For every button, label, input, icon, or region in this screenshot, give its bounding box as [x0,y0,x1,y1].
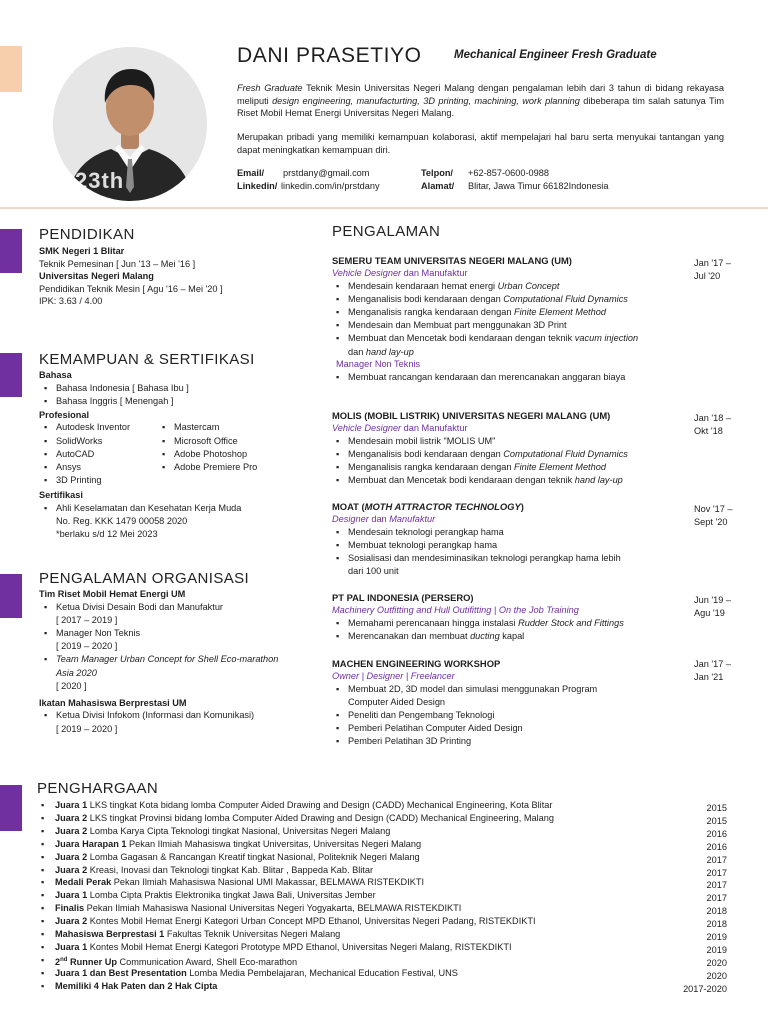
item-text: Membuat dan Mencetak bodi kendaraan dengan teknik [348,333,575,344]
bullet-icon: ▪ [41,916,45,927]
contact-linkedin [237,180,277,193]
org-period: [ 2019 – 2020 ] [56,641,118,652]
award-text [55,864,373,877]
item-text: ducting [470,630,500,641]
bullet-icon: ▪ [41,877,45,888]
experience-moat [332,500,687,578]
experience-company: MACHEN ENGINEERING WORKSHOP [332,658,501,669]
award-text [55,941,512,954]
list-item [334,319,687,332]
role-part: Designer [332,514,369,524]
experience-pal [332,591,687,643]
experience-role [332,267,687,280]
award-desc: Pekan Ilmiah Mahasiswa tingkat Universitas, Universitas Negeri Malang [126,838,422,849]
award-desc: Lomba Media Pembelajaran, Mechanical Education Festival, UNS [186,967,458,978]
award-year: 2017 [706,893,727,904]
experience-items [334,280,687,346]
award-rank: Juara 1 [55,941,88,952]
org-period: [ 2020 ] [56,680,87,691]
experience-date-end: Agu '19 [694,608,725,618]
role-part: Vehicle Designer [332,268,402,278]
award-year: 2017 [706,867,727,878]
address-value: Blitar, Jawa Timur 66182Indonesia [468,181,609,191]
org-group-2-list [42,709,279,735]
experience-company: SEMERU TEAM UNIVERSITAS NEGERI MALANG (UM) [332,255,572,266]
item-text: Membuat dan Mencetak bodi kendaraan dengan teknik [348,475,575,486]
award-year: 2020 [706,957,727,968]
bullet-icon: ▪ [41,929,45,939]
contact-phone [421,167,453,180]
experience-role [332,422,687,435]
sertifikasi-label: Sertifikasi [39,490,83,501]
list-item: ▪ Pemberi Pelatihan Computer Aided Design [334,722,634,735]
awards-title: PENGHARGAAN [37,780,159,797]
bullet-icon: ▪ [41,838,45,849]
award-desc: LKS tingkat Provinsi bidang lomba Computer Aided Drawing and Design (CADD) Mechanical Engineering, Malang [87,812,554,823]
award-year: 2016 [706,828,727,839]
accent-bar-skills [0,353,22,397]
award-text [55,928,340,941]
title-part: MOAT ( [332,501,365,512]
role-part: dan Manufaktur [401,268,468,278]
list-item: ▪ AutoCAD [42,448,130,461]
profesional-grid [39,421,309,489]
award-rank: Juara Harapan 1 [55,838,127,849]
org-role: Ketua Divisi Infokom (Informasi dan Komunikasi) [56,710,255,721]
award-text [55,967,458,980]
org-role: Ketua Divisi Desain Bodi dan Manufaktur [56,601,223,612]
experience-company: MOLIS (MOBIL LISTRIK) UNIVERSITAS NEGERI MALANG (UM) [332,410,611,421]
award-desc: Lomba Gagasan & Rancangan Kreatif tingkat Nasional, Politeknik Negeri Malang [87,851,420,862]
list-item [42,627,279,653]
bullet-icon: ▪ [41,954,45,965]
award-year: 2017-2020 [683,983,727,994]
award-desc: LKS tingkat Kota bidang lomba Computer Aided Drawing and Design (CADD) Mechanical Engineering, Kota Blitar [87,800,553,810]
accent-bar-org [0,574,22,618]
award-desc: Pekan Ilmiah Mahasiswa Nasional UMI Makassar, BELMAWA RISTEKDIKTI [111,877,424,888]
list-item [334,630,687,643]
experience-items [334,683,634,749]
award-text [55,889,376,902]
cert-validity: *berlaku s/d 12 Mei 2023 [56,529,158,540]
award-rank: Juara 2 [55,812,88,823]
list-item [42,601,279,627]
award-text [55,825,390,838]
award-rank: 2nd Runner Up [55,956,117,967]
email-label: Email/ [237,168,265,178]
item-text: Memahami perencanaan hingga instalasi [348,617,519,628]
award-year: 2019 [706,944,727,955]
list-item: ▪ Microsoft Office [160,435,257,448]
experience-title: PENGALAMAN [332,223,441,240]
item-text: Computational Fluid Dynamics [503,448,628,459]
list-item: ▪ Pemberi Pelatihan 3D Printing [334,735,634,748]
award-desc: Pekan Ilmiah Mahasiswa Nasional Universitas Negeri Yogyakarta, BELMAWA RISTEKDIKTI [84,903,462,914]
address-label: Alamat/ [421,181,455,191]
award-rank: Juara 2 [55,851,88,862]
experience-items [334,526,634,579]
org-title: PENGALAMAN ORGANISASI [39,570,250,587]
award-rank: Finalis [55,903,85,914]
org-group-1: Tim Riset Mobil Hemat Energi UM [39,589,186,599]
list-item: ▪ Ansys [42,461,130,474]
award-desc: Fakultas Teknik Universitas Negeri Malang [164,929,341,939]
list-item [334,474,687,487]
award-desc: Lomba Karya Cipta Teknologi tingkat Nasional, Universitas Negeri Malang [87,825,391,836]
experience-role: Owner | Designer | Freelancer [332,671,455,681]
cert-name: Ahli Keselamatan dan Kesehatan Kerja Muda [56,502,242,513]
experience-role: Machinery Outfitting and Hull Outifitting | On the Job Training [332,605,579,615]
accent-peach-bar [0,46,22,92]
award-year: 2015 [706,803,727,813]
item-text: Mendesain mobil listrik "MOLIS UM" [348,435,496,446]
sertifikasi-list [42,502,309,542]
skills-title: KEMAMPUAN & SERTIFIKASI [39,351,255,368]
bullet-icon: ▪ [41,851,45,862]
bullet-icon: ▪ [41,864,45,875]
award-desc: Communication Award, Shell Eco-marathon [116,956,298,967]
education-line: SMK Negeri 1 Blitar [39,246,125,256]
item-text: Menganalisis rangka kendaraan dengan [348,306,515,317]
item-text: kapal [499,630,525,641]
item-text: dan [348,346,366,357]
bullet-icon: ▪ [41,903,45,914]
list-item: ▪ 3D Printing [42,474,130,487]
award-rank: Mahasiswa Berprestasi 1 [55,929,165,939]
summary-1-part: design engineering, manufacturting, 3D printing, machining, work planning [272,95,580,106]
award-year: 2017 [706,880,727,891]
linkedin-value[interactable]: linkedin.com/in/prstdany [281,181,380,191]
linkedin-label: Linkedin/ [237,181,278,191]
email-value[interactable]: prstdany@gmail.com [283,168,370,178]
accent-bar-awards [0,785,22,831]
item-text: hand lay-up [365,346,414,357]
list-item [42,653,279,693]
experience-molis [332,409,687,487]
list-item [334,293,687,306]
item-text: Computational Fluid Dynamics [503,293,628,304]
list-item: ▪ Membuat rancangan kendaraan dan merencanakan anggaran biaya [334,371,687,384]
list-item: ▪ Peneliti dan Pengembang Teknologi [334,709,634,722]
item-text: vacum injection [574,333,639,344]
award-desc: Kontes Mobil Hemat Energi Kategori Prototype MPD Ethanol, Universitas Negeri Malang, RISTEKDIKTI [87,941,512,952]
role-part: Vehicle Designer [332,423,402,433]
experience-date-end: Jan '21 [694,672,724,682]
org-section [39,588,279,736]
list-item [42,709,279,735]
list-item: ▪ Membuat teknologi perangkap hama [334,539,634,552]
award-desc: Kontes Mobil Hemat Energi Kategori Urban Concept MPD Ethanol, Universitas Negeri Padang, RISTEKDIKTI [87,916,536,927]
item-text: Merencanakan dan membuat [348,630,471,641]
bullet-icon: ▪ [41,825,45,836]
list-item: ▪ Bahasa Inggris [ Menengah ] [42,395,309,408]
education-list [39,245,299,308]
title-part: MOTH ATTRACTOR TECHNOLOGY [364,501,521,512]
experience-date-start: Jun '19 – [694,595,732,605]
accent-bar-education [0,229,22,273]
award-year: 2018 [706,906,727,917]
list-item [334,448,687,461]
experience-date-start: Jan '17 – [694,258,732,268]
phone-label: Telpon/ [421,168,453,178]
item-text: Menganalisis bodi kendaraan dengan [348,293,504,304]
award-desc: Lomba Cipta Praktis Elektronika tingkat Jawa Bali, Universitas Jember [87,890,376,901]
award-year: 2018 [706,919,727,930]
item-text: Rudder Stock and Fittings [518,617,624,628]
cert-number: No. Reg. KKK 1479 00058 2020 [56,516,188,527]
contact-email [237,167,264,180]
list-item [334,280,687,293]
org-role: Manager Non Teknis [56,627,141,638]
award-desc: Kreasi, Inovasi dan Teknologi tingkat Kab. Blitar , Bappeda Kab. Blitar [87,864,374,875]
item-text: Menganalisis bodi kendaraan dengan [348,448,504,459]
award-year: 2017 [706,854,727,865]
title-part: ) [520,501,524,512]
experience-item-tail [332,346,687,359]
experience-date-end: Okt '18 [694,426,723,436]
award-text [55,812,554,825]
experience-semeru [332,254,687,384]
experience-items [334,617,687,643]
candidate-role: Mechanical Engineer Fresh Graduate [454,49,657,61]
experience-date-end: Sept '20 [694,517,728,527]
award-rank: Juara 2 [55,864,88,875]
role-part: Manufaktur [389,514,436,524]
list-item [334,306,687,319]
item-text: Urban Concept [497,280,560,291]
item-text: hand lay-up [574,475,623,486]
experience-date-start: Jan '18 – [694,413,732,423]
bullet-icon: ▪ [41,800,45,810]
bahasa-label: Bahasa [39,370,72,380]
education-line: Pendidikan Teknik Mesin [ Agu '16 – Mei '20 ] [39,283,223,294]
bullet-icon: ▪ [41,967,45,978]
bullet-icon: ▪ [41,941,45,952]
list-item: ▪ Adobe Premiere Pro [160,461,257,474]
list-item: ▪ Mendesain teknologi perangkap hama [334,526,634,539]
phone-value: +62-857-0600-0988 [468,168,549,178]
list-item [42,502,309,542]
org-period: [ 2017 – 2019 ] [56,614,118,625]
list-item: ▪ Bahasa Indonesia [ Bahasa Ibu ] [42,382,309,395]
experience-items [334,435,687,488]
bullet-icon: ▪ [41,890,45,901]
award-text [55,876,424,889]
experience-date-start: Jan '17 – [694,659,732,669]
award-text [55,838,421,851]
award-rank: Juara 2 [55,916,88,927]
list-item [334,617,687,630]
experience-machen [332,657,687,749]
role-part: dan [368,514,390,524]
education-title: PENDIDIKAN [39,226,135,243]
list-item: ▪ Membuat 2D, 3D model dan simulasi menggunakan Program Computer Aided Design [334,683,634,709]
summary-1-part: dibeberapa tim salah satunya Tim Riset Mobil Hemat Energi Universitas Negeri Malang. [237,95,724,118]
item-text: Mendesain dan Membuat part menggunakan 3D Print [348,320,567,331]
bullet-icon: ▪ [41,812,45,823]
bahasa-list [42,382,309,408]
award-rank: Juara 1 [55,800,88,810]
experience-company [332,500,687,513]
award-rank: Medali Perak [55,877,112,888]
contact-address [421,180,454,193]
award-year: 2019 [706,932,727,942]
profesional-label: Profesional [39,409,90,420]
org-group-2: Ikatan Mahasiswa Berprestasi UM [39,697,187,708]
list-item: ▪ Mastercam [160,421,257,434]
item-text: Finite Element Method [514,461,606,472]
role-part: dan Manufaktur [401,423,468,433]
list-item [334,461,687,474]
award-text [55,851,420,864]
org-role: Team Manager Urban Concept for Shell Eco-marathon Asia 2020 [56,654,279,678]
bullet-icon: ▪ [41,980,45,991]
award-year: 2020 [706,970,727,981]
education-line: Universitas Negeri Malang [39,271,154,281]
summary-paragraph-2: Merupakan pribadi yang memiliki kemampuan kolaborasi, aktif mempelajari hal baru serta menyukai tantangan yang dapat meningkatkan kemampuan diri. [237,132,724,155]
experience-items-2 [334,371,687,384]
candidate-name: DANI PRASETIYO [237,44,422,67]
experience-role [332,513,687,526]
award-year: 2015 [706,815,727,826]
list-item [334,435,687,448]
experience-company: PT PAL INDONESIA (PERSERO) [332,592,474,603]
org-period: [ 2019 – 2020 ] [56,723,118,734]
photo-tag: 23th [75,168,125,193]
list-item: ▪ Sosialisasi dan mendesiminasikan teknologi perangkap hama lebih dari 100 unit [334,552,634,578]
award-text [55,915,536,928]
award-rank: Memiliki 4 Hak Paten dan 2 Hak Cipta [55,980,218,991]
org-group-1-list [42,601,279,693]
item-text: Menganalisis rangka kendaraan dengan [348,461,515,472]
award-text [55,902,461,915]
award-year: 2016 [706,841,727,852]
education-line: IPK: 3.63 / 4.00 [39,296,103,306]
profesional-col-1 [42,421,130,487]
summary-1-part: Fresh Graduate [237,83,303,93]
header-divider [0,207,768,209]
summary-paragraph-1 [237,82,724,120]
list-item: ▪ Autodesk Inventor [42,421,130,434]
summary-1-part: Teknik Mesin Universitas Negeri Malang dengan pengalaman lebih dari 3 tahun di bidang rekayasa meliputi [237,83,724,106]
experience-date-end: Jul '20 [694,271,721,281]
award-rank: Juara 1 dan Best Presentation [55,967,187,978]
item-text: Mendesain kendaraan hemat energi [348,280,498,291]
list-item [334,332,687,345]
skills-section [39,369,309,542]
profesional-col-2 [160,421,257,474]
award-text [55,980,217,993]
experience-role-2: Manager Non Teknis [336,359,421,370]
list-item: ▪ SolidWorks [42,435,130,448]
list-item: ▪ Adobe Photoshop [160,448,257,461]
item-text: Finite Element Method [514,306,606,317]
award-text [55,799,552,812]
award-rank: Juara 1 [55,890,88,901]
experience-date-start: Nov '17 – [694,504,733,514]
award-rank: Juara 2 [55,825,88,836]
education-line: Teknik Pemesinan [ Jun '13 – Mei '16 ] [39,258,196,269]
